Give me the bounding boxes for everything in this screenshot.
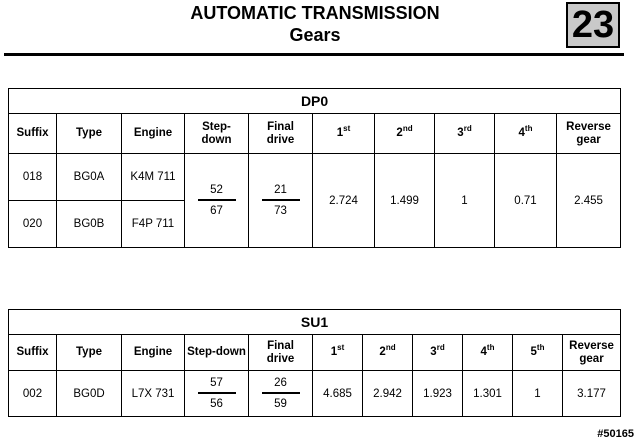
su1-stepdown-numerator: 57 [210, 377, 223, 390]
dp0-header-gear-1 [313, 114, 375, 154]
su1-row-engine: L7X 731 [122, 371, 185, 417]
su1-header-gear-5 [513, 335, 563, 371]
dp0-header-reverse-l2: gear [576, 133, 601, 146]
page-title-sub: Gears [289, 25, 341, 45]
table-row [9, 371, 621, 417]
su1-table [8, 309, 621, 417]
dp0-row2-engine: F4P 711 [122, 201, 185, 248]
su1-row-suffix: 002 [9, 371, 57, 417]
su1-header-gear-3-num: 3 [430, 346, 437, 358]
su1-final-drive-denominator: 59 [274, 397, 287, 410]
su1-final-drive-cell [249, 371, 313, 417]
dp0-row1-suffix: 018 [9, 154, 57, 201]
dp0-row2-type: BG0B [57, 201, 122, 248]
su1-header-gear-1-sup: st [337, 343, 345, 353]
su1-stepdown-denominator: 56 [210, 397, 223, 410]
su1-final-drive-fraction [262, 377, 300, 410]
dp0-caption: DP0 [9, 89, 621, 114]
su1-header-gear-1 [313, 335, 363, 371]
su1-caption: SU1 [9, 310, 621, 335]
page-title [150, 2, 480, 46]
su1-gear-3-ratio: 1.923 [413, 371, 463, 417]
section-number-badge: 23 [566, 2, 620, 48]
su1-header-reverse-l2: gear [579, 352, 604, 365]
su1-header-row [9, 335, 621, 371]
dp0-header-gear-4-sup: th [524, 124, 533, 134]
dp0-header-type: Type [57, 114, 122, 154]
dp0-header-gear-2 [375, 114, 435, 154]
su1-header-gear-3 [413, 335, 463, 371]
dp0-stepdown-fraction [198, 184, 236, 217]
dp0-header-gear-1-num: 1 [336, 127, 344, 139]
dp0-row1-engine: K4M 711 [122, 154, 185, 201]
dp0-final-drive-denominator: 73 [274, 204, 287, 217]
page-title-main: AUTOMATIC TRANSMISSION [190, 3, 440, 23]
su1-header-gear-4-sup: th [486, 343, 495, 353]
header-rule [4, 53, 624, 56]
su1-header-suffix: Suffix [9, 335, 57, 371]
dp0-header-stepdown-l1: Step- [202, 120, 231, 133]
dp0-header-row [9, 114, 621, 154]
dp0-reverse-ratio: 2.455 [557, 154, 621, 248]
dp0-gear-2-ratio: 1.499 [375, 154, 435, 248]
dp0-final-drive-fraction [262, 184, 300, 217]
dp0-row2-suffix: 020 [9, 201, 57, 248]
dp0-header-gear-3-sup: rd [463, 124, 472, 134]
dp0-header-gear-3-num: 3 [457, 127, 464, 139]
dp0-final-drive-numerator: 21 [274, 184, 287, 197]
dp0-final-drive-cell [249, 154, 313, 248]
su1-row-type: BG0D [57, 371, 122, 417]
dp0-header-stepdown-l2: down [201, 133, 232, 146]
su1-header-gear-2 [363, 335, 413, 371]
su1-gear-2-ratio: 2.942 [363, 371, 413, 417]
dp0-header-final-l2: drive [266, 133, 295, 146]
su1-final-drive-numerator: 26 [274, 377, 287, 390]
su1-header-stepdown: Step-down [185, 335, 249, 371]
dp0-stepdown-denominator: 67 [210, 204, 223, 217]
su1-header-engine: Engine [122, 335, 185, 371]
su1-header-gear-2-sup: nd [385, 343, 396, 353]
su1-gear-5-ratio: 1 [513, 371, 563, 417]
dp0-stepdown-cell [185, 154, 249, 248]
su1-header-final-drive [249, 335, 313, 371]
dp0-header-suffix: Suffix [9, 114, 57, 154]
dp0-gear-1-ratio: 2.724 [313, 154, 375, 248]
su1-header-gear-2-num: 2 [379, 346, 386, 358]
su1-gear-1-ratio: 4.685 [313, 371, 363, 417]
su1-header-reverse [563, 335, 621, 371]
dp0-header-reverse [557, 114, 621, 154]
dp0-gear-4-ratio: 0.71 [495, 154, 557, 248]
dp0-header-stepdown [185, 114, 249, 154]
su1-header-gear-5-sup: th [536, 343, 545, 353]
dp0-header-engine: Engine [122, 114, 185, 154]
dp0-header-gear-2-sup: nd [402, 124, 413, 134]
su1-header-gear-1-num: 1 [330, 346, 338, 358]
su1-header-gear-4-num: 4 [480, 346, 487, 358]
su1-gear-4-ratio: 1.301 [463, 371, 513, 417]
su1-header-gear-5-num: 5 [530, 346, 537, 358]
dp0-header-final-drive [249, 114, 313, 154]
su1-reverse-ratio: 3.177 [563, 371, 621, 417]
dp0-gear-3-ratio: 1 [435, 154, 495, 248]
figure-reference: #50165 [597, 428, 634, 440]
dp0-header-gear-4-num: 4 [518, 127, 525, 139]
dp0-header-gear-1-sup: st [343, 124, 351, 134]
su1-header-reverse-l1: Reverse [569, 339, 614, 352]
dp0-stepdown-numerator: 52 [210, 184, 223, 197]
dp0-header-gear-2-num: 2 [396, 127, 403, 139]
su1-header-gear-3-sup: rd [436, 343, 445, 353]
su1-header-gear-4 [463, 335, 513, 371]
dp0-header-gear-4 [495, 114, 557, 154]
su1-stepdown-fraction [198, 377, 236, 410]
dp0-table [8, 88, 621, 248]
dp0-header-reverse-l1: Reverse [566, 120, 611, 133]
su1-header-final-l2: drive [266, 352, 295, 365]
su1-header-final-l1: Final [267, 339, 294, 352]
dp0-row1-type: BG0A [57, 154, 122, 201]
su1-stepdown-cell [185, 371, 249, 417]
table-row [9, 154, 621, 201]
dp0-header-gear-3 [435, 114, 495, 154]
su1-header-type: Type [57, 335, 122, 371]
dp0-header-final-l1: Final [267, 120, 294, 133]
